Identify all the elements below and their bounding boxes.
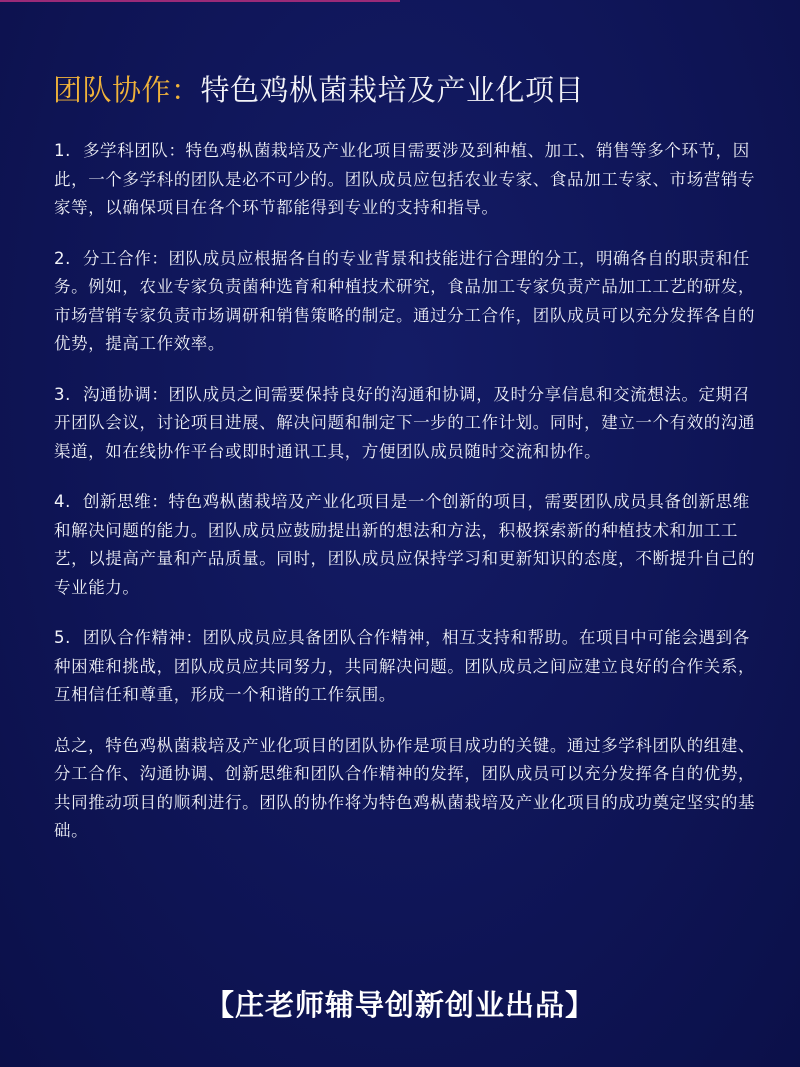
- title-prefix: 团队协作：: [53, 73, 201, 107]
- summary-paragraph: [54, 732, 758, 846]
- paragraph-4: [54, 488, 758, 602]
- title-text: 特色鸡枞菌栽培及产业化项目: [200, 73, 585, 107]
- paragraph-text: 分工合作：团队成员应根据各自的专业背景和技能进行合理的分工，明确各自的职责和任务。例如，农业专家负责菌种选育和种植技术研究，食品加工专家负责产品加工工艺的研发，市场营销专家负责市场调研和销售策略的制定。通过分工合作，团队成员可以充分发挥各自的优势，提高工作效率。: [54, 248, 756, 353]
- paragraph-2: [54, 245, 758, 359]
- paragraph-text: 团队合作精神：团队成员应具备团队合作精神，相互支持和帮助。在项目中可能会遇到各种困难和挑战，团队成员应共同努力，共同解决问题。团队成员之间应建立良好的合作关系，互相信任和尊重，形成一个和谐的工作氛围。: [54, 628, 756, 704]
- paragraph-number: 5.: [54, 628, 71, 647]
- paragraph-number: 2.: [54, 248, 71, 268]
- top-accent-line: [0, 0, 400, 2]
- paragraph-text: 沟通协调：团队成员之间需要保持良好的沟通和协调，及时分享信息和交流想法。定期召开团队会议，讨论项目进展、解决问题和制定下一步的工作计划。同时，建立一个有效的沟通渠道，如在线协作平台或即时通讯工具，方便团队成员随时交流和协作。: [54, 384, 756, 461]
- paragraph-3: [54, 381, 758, 467]
- paragraph-1: [54, 137, 758, 223]
- article-body: [54, 137, 758, 868]
- footer-credit: 【庄老师辅导创新创业出品】: [204, 988, 595, 1022]
- paragraph-text: 总之，特色鸡枞菌栽培及产业化项目的团队协作是项目成功的关键。通过多学科团队的组建、分工合作、沟通协调、创新思维和团队合作精神的发挥，团队成员可以充分发挥各自的优势，共同推动项目的顺利进行。团队的协作将为特色鸡枞菌栽培及产业化项目的成功奠定坚实的基础。: [54, 735, 756, 840]
- paragraph-number: 1.: [54, 141, 71, 160]
- page-title: [53, 70, 584, 110]
- paragraph-number: 3.: [54, 384, 71, 404]
- paragraph-number: 4.: [54, 492, 71, 511]
- paragraph-text: 创新思维：特色鸡枞菌栽培及产业化项目是一个创新的项目，需要团队成员具备创新思维和解决问题的能力。团队成员应鼓励提出新的想法和方法，积极探索新的种植技术和加工工艺，以提高产量和产品质量。同时，团队成员应保持学习和更新知识的态度，不断提升自己的专业能力。: [54, 492, 756, 597]
- paragraph-text: 多学科团队：特色鸡枞菌栽培及产业化项目需要涉及到种植、加工、销售等多个环节，因此，一个多学科的团队是必不可少的。团队成员应包括农业专家、食品加工专家、市场营销专家等，以确保项目在各个环节都能得到专业的支持和指导。: [54, 141, 756, 217]
- paragraph-5: [54, 624, 758, 710]
